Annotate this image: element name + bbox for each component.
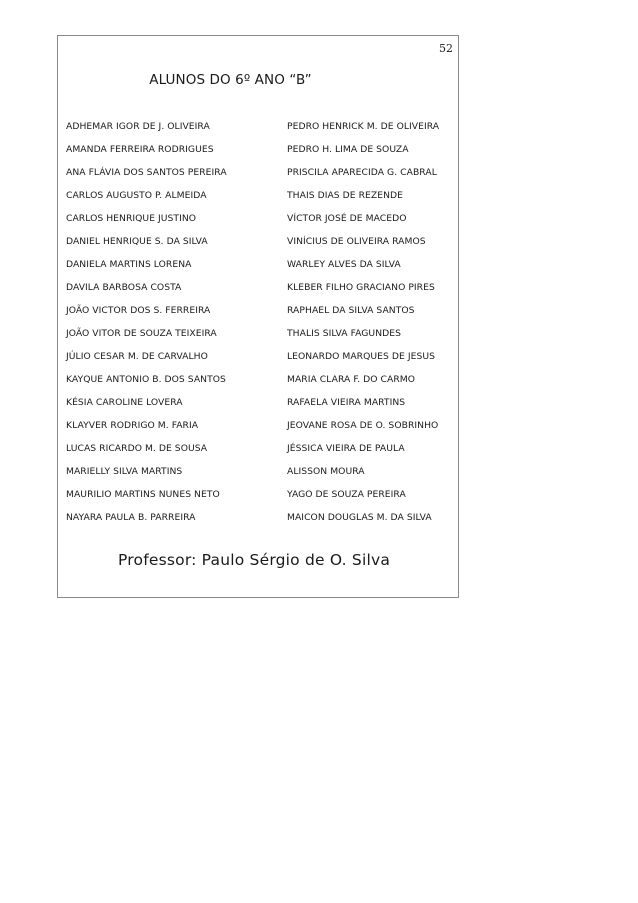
roster-row: [66, 397, 458, 420]
student-name-right: MAICON DOUGLAS M. DA SILVA: [287, 512, 432, 523]
student-name-right: VINÍCIUS DE OLIVEIRA RAMOS: [287, 236, 426, 247]
roster-row: [66, 121, 458, 144]
roster-row: [66, 167, 458, 190]
roster-row: [66, 282, 458, 305]
roster-row: [66, 259, 458, 282]
student-name-right: YAGO DE SOUZA PEREIRA: [287, 489, 406, 500]
student-name-left: DANIEL HENRIQUE S. DA SILVA: [66, 236, 208, 247]
student-name-right: LEONARDO MARQUES DE JESUS: [287, 351, 435, 362]
student-name-left: ANA FLÁVIA DOS SANTOS PEREIRA: [66, 167, 227, 178]
student-name-right: MARIA CLARA F. DO CARMO: [287, 374, 416, 385]
roster-row: [66, 512, 458, 535]
student-name-right: VÍCTOR JOSÉ DE MACEDO: [287, 213, 407, 224]
page-number: 52: [439, 42, 453, 55]
student-name-right: JÉSSICA VIEIRA DE PAULA: [287, 443, 405, 454]
roster-row: [66, 443, 458, 466]
student-name-left: DAVILA BARBOSA COSTA: [66, 282, 182, 293]
roster-row: [66, 236, 458, 259]
roster-row: [66, 351, 458, 374]
student-name-left: ADHEMAR IGOR DE J. OLIVEIRA: [66, 121, 210, 132]
roster-row: [66, 144, 458, 167]
student-name-right: ALISSON MOURA: [287, 466, 365, 477]
student-name-left: AMANDA FERREIRA RODRIGUES: [66, 144, 214, 155]
roster-row: [66, 374, 458, 397]
page-frame: [57, 35, 459, 598]
roster-row: [66, 213, 458, 236]
student-name-left: KAYQUE ANTONIO B. DOS SANTOS: [66, 374, 226, 385]
student-name-left: CARLOS AUGUSTO P. ALMEIDA: [66, 190, 207, 201]
student-name-right: PEDRO HENRICK M. DE OLIVEIRA: [287, 121, 440, 132]
student-name-left: MAURILIO MARTINS NUNES NETO: [66, 489, 220, 500]
student-name-left: LUCAS RICARDO M. DE SOUSA: [66, 443, 208, 454]
student-name-left: NAYARA PAULA B. PARREIRA: [66, 512, 196, 523]
student-name-left: KLAYVER RODRIGO M. FARIA: [66, 420, 199, 431]
student-name-right: PRISCILA APARECIDA G. CABRAL: [287, 167, 437, 178]
student-name-left: DANIELA MARTINS LORENA: [66, 259, 192, 270]
student-name-right: THAIS DIAS DE REZENDE: [287, 190, 403, 201]
roster-row: [66, 305, 458, 328]
student-name-left: JOÃO VITOR DE SOUZA TEIXEIRA: [66, 328, 217, 339]
student-name-right: RAFAELA VIEIRA MARTINS: [287, 397, 406, 408]
roster-row: [66, 420, 458, 443]
student-name-right: THALIS SILVA FAGUNDES: [287, 328, 401, 339]
student-name-right: KLEBER FILHO GRACIANO PIRES: [287, 282, 435, 293]
student-name-left: JOÃO VICTOR DOS S. FERREIRA: [66, 305, 211, 316]
student-name-left: CARLOS HENRIQUE JUSTINO: [66, 213, 197, 224]
teacher-name: Professor: Paulo Sérgio de O. Silva: [118, 551, 391, 569]
roster-row: [66, 489, 458, 512]
student-name-left: JÚLIO CESAR M. DE CARVALHO: [66, 351, 208, 362]
student-name-left: MARIELLY SILVA MARTINS: [66, 466, 183, 477]
student-name-right: WARLEY ALVES DA SILVA: [287, 259, 401, 270]
student-name-right: JEOVANE ROSA DE O. SOBRINHO: [287, 420, 439, 431]
roster-row: [66, 328, 458, 351]
student-name-left: KÉSIA CAROLINE LOVERA: [66, 397, 183, 408]
student-name-right: RAPHAEL DA SILVA SANTOS: [287, 305, 415, 316]
student-name-right: PEDRO H. LIMA DE SOUZA: [287, 144, 409, 155]
roster-row: [66, 190, 458, 213]
roster-row: [66, 466, 458, 489]
class-title: ALUNOS DO 6º ANO “B”: [149, 72, 312, 88]
student-roster: [66, 121, 458, 535]
